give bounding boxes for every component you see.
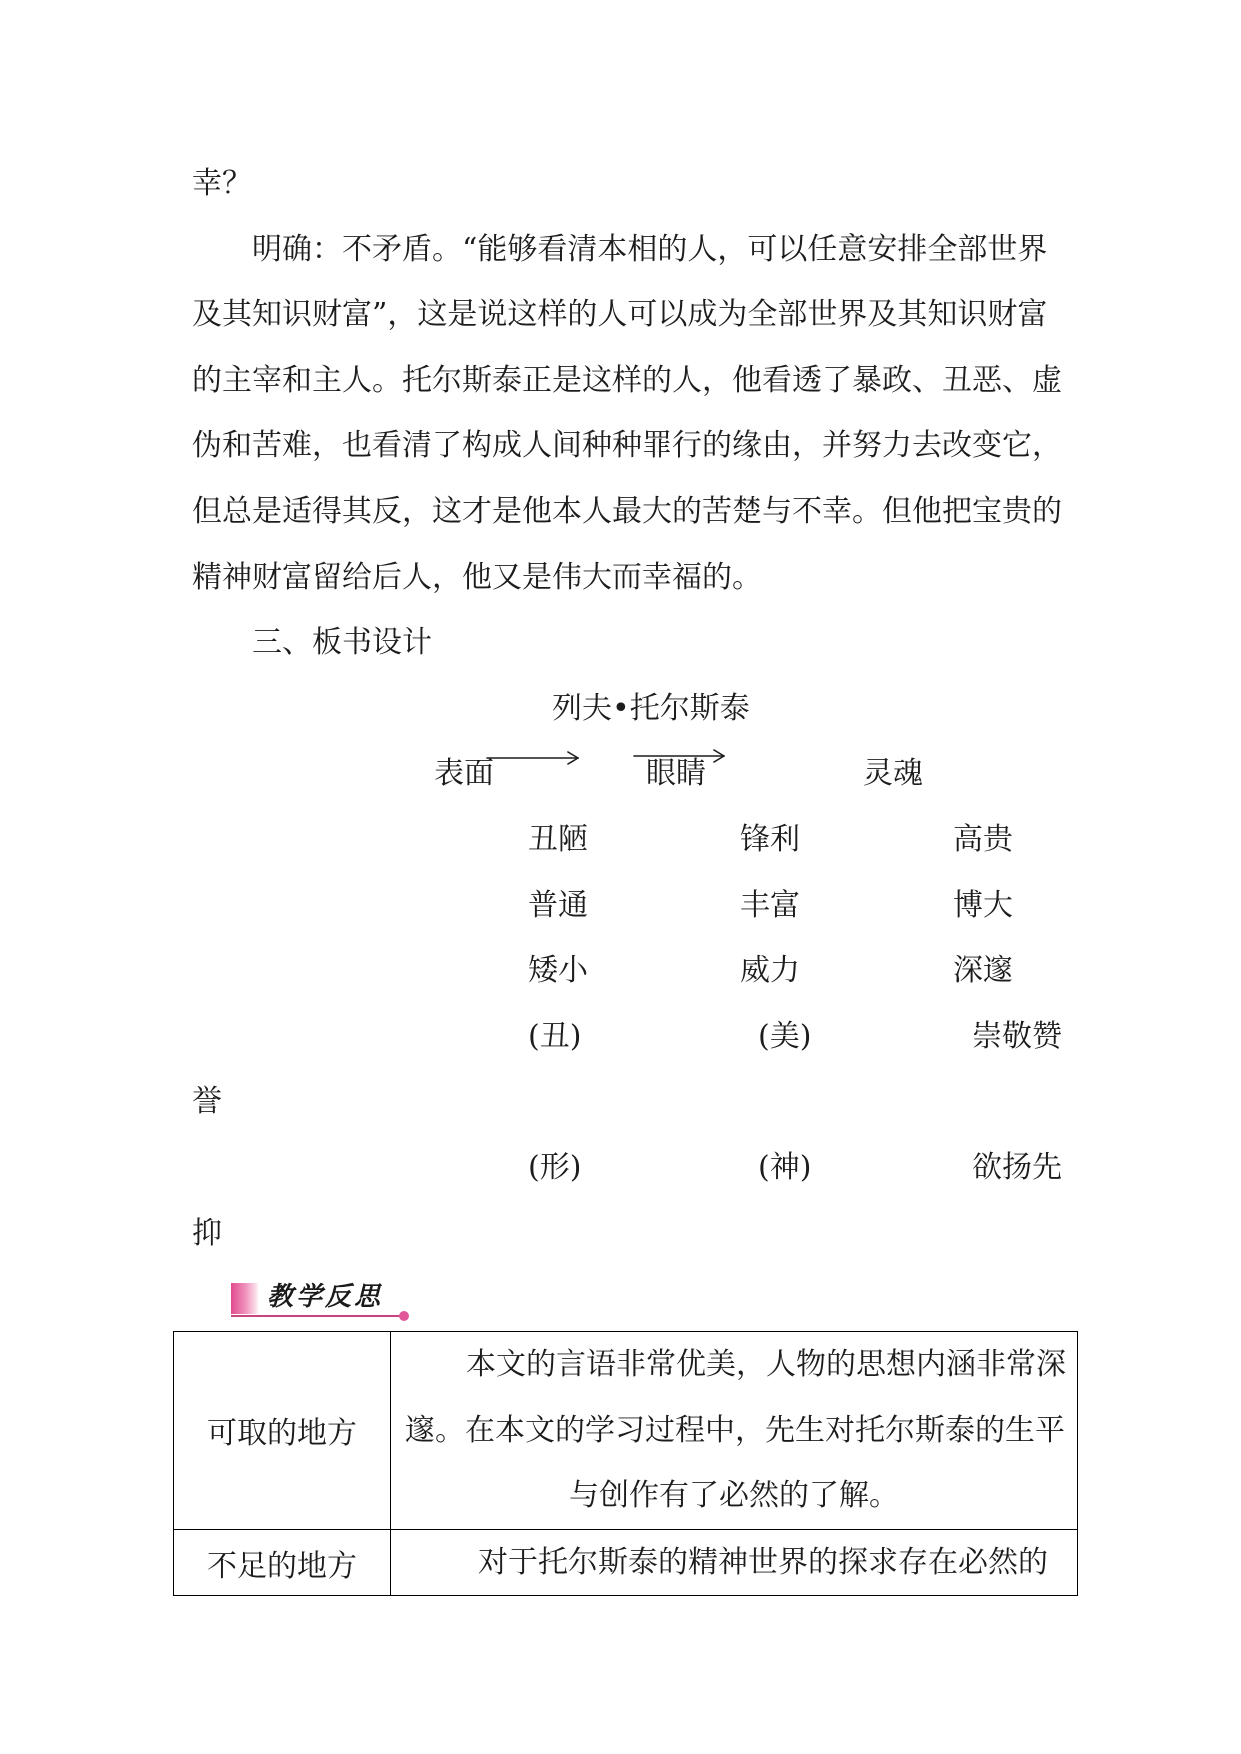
table-row	[174, 1332, 1078, 1530]
content-line: 邃。在本文的学习过程中，先生对托尔斯泰的生平	[405, 1412, 1065, 1448]
board-cell: 高贵	[953, 822, 1013, 857]
board-header-eyes: 眼睛	[646, 756, 706, 791]
content-line: 与创作有了必然的了解。	[569, 1478, 899, 1514]
row-content	[391, 1529, 1078, 1596]
board-cell: 普通	[528, 888, 588, 923]
paragraph-line: 及其知识财富”，这是说这样的人可以成为全部世界及其知识财富	[192, 297, 1048, 332]
paragraph-line: 伪和苦难，也看清了构成人间种种罪行的缘由，并努力去改变它，	[192, 428, 1062, 463]
row-label: 不足的地方	[174, 1529, 391, 1596]
banner-tag-icon	[231, 1283, 259, 1314]
board-cell-wrap: 抑	[192, 1216, 222, 1251]
banner-rule	[231, 1315, 403, 1317]
board-cell: (丑)	[528, 1019, 582, 1054]
board-cell: 锋利	[740, 822, 800, 857]
board-cell: 深邃	[953, 953, 1013, 988]
board-cell: (美)	[758, 1019, 812, 1054]
board-header-surface: 表面	[434, 756, 494, 791]
board-cell: (形)	[528, 1150, 582, 1185]
board-cell-wrap: 誉	[192, 1084, 222, 1119]
paragraph-line: 的主宰和主人。托尔斯泰正是这样的人，他看透了暴政、丑恶、虚	[192, 363, 1062, 398]
board-title: 列夫•托尔斯泰	[552, 691, 750, 726]
banner-label: 教学反思	[267, 1282, 384, 1312]
row-label: 可取的地方	[174, 1332, 391, 1530]
paragraph-line: 明确：不矛盾。“能够看清本相的人，可以任意安排全部世界	[252, 232, 1048, 267]
board-cell: 崇敬赞	[972, 1019, 1062, 1054]
section-heading: 三、板书设计	[252, 625, 432, 660]
arrow-right-icon	[480, 740, 740, 770]
content-line: 对于托尔斯泰的精神世界的探求存在必然的	[478, 1544, 1048, 1580]
board-cell: (神)	[758, 1150, 812, 1185]
board-header-soul: 灵魂	[863, 756, 923, 791]
table-row	[174, 1529, 1078, 1596]
row-content	[391, 1332, 1078, 1530]
paragraph-line: 幸？	[192, 166, 252, 201]
paragraph-line: 但总是适得其反，这才是他本人最大的苦楚与不幸。但他把宝贵的	[192, 494, 1062, 529]
reflection-table	[173, 1331, 1078, 1596]
board-cell: 博大	[953, 888, 1013, 923]
board-cell: 矮小	[528, 953, 588, 988]
board-cell: 丰富	[740, 888, 800, 923]
board-cell: 威力	[740, 953, 800, 988]
banner-dot-icon	[399, 1311, 409, 1321]
board-cell: 欲扬先	[972, 1150, 1062, 1185]
board-cell: 丑陋	[528, 822, 588, 857]
content-line: 本文的言语非常优美，人物的思想内涵非常深	[466, 1347, 1066, 1382]
paragraph-line: 精神财富留给后人，他又是伟大而幸福的。	[192, 560, 762, 595]
reflection-banner	[231, 1280, 413, 1322]
